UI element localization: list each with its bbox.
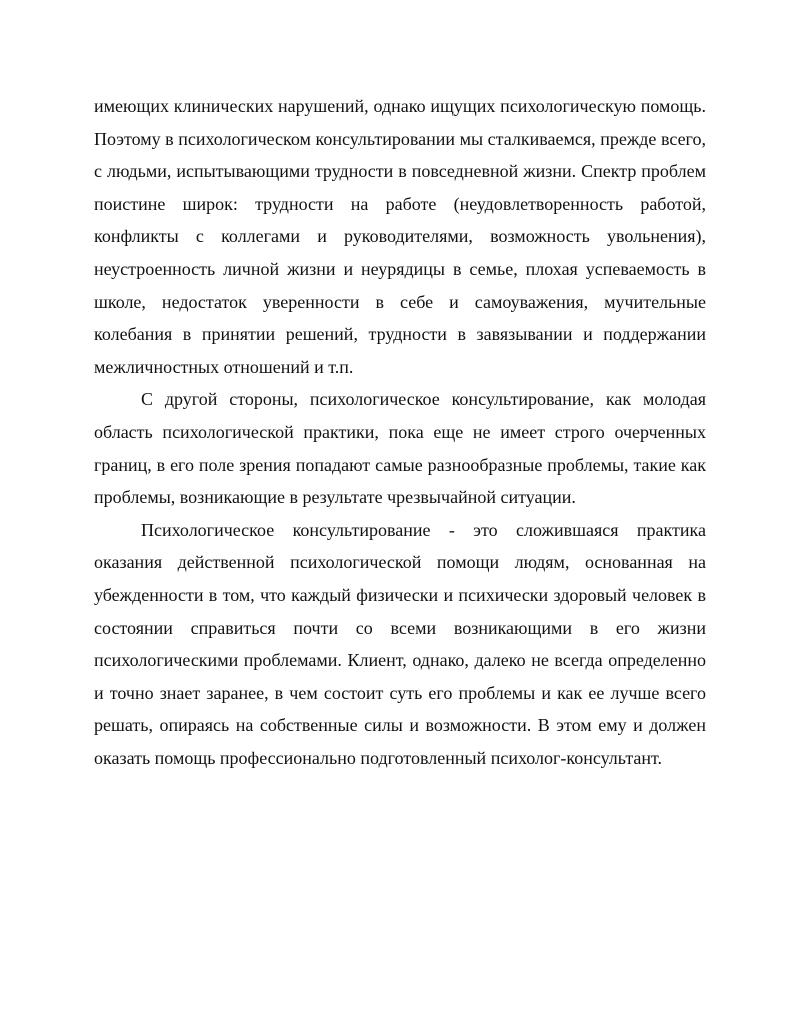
paragraph-counseling-definition: Психологическое консультирование - это сложившаяся практика оказания действенной психологической помощи людям, основанная на убежденности в том, что каждый физически и психически здоровый человек в состоянии справиться почти со всеми возникающими в его жизни психологическими проблемами. Клиент, однако, далеко не всегда определенно и точно знает заранее, в чем состоит суть его проблемы и как ее лучше всего решать, опираясь на собственные силы и возможности. В этом ему и должен оказать помощь профессионально подготовленный психолог-консультант. [94, 519, 706, 768]
paragraph-counseling-boundaries: С другой стороны, психологическое консультирование, как молодая область психологической практики, пока еще не имеет строго очерченных границ, в его поле зрения попадают самые разнообразные проблемы, такие как проблемы, возникающие в результате чрезвычайной ситуации. [94, 389, 706, 508]
paragraph-continuation: имеющих клинических нарушений, однако ищущих психологическую помощь. Поэтому в психологическом консультировании мы сталкиваемся, прежде всего, с людьми, испытывающими трудности в повседневной жизни. Спектр проблем поистине широк: трудности на работе (неудовлетворенность работой, конфликты с коллегами и руководителями, возможность увольнения), неустроенность личной жизни и неурядицы в семье, плохая успеваемость в школе, недостаток уверенности в себе и самоуважения, мучительные колебания в принятии решений, трудности в завязывании и поддержании межличностных отношений и т.п. [94, 96, 706, 377]
body-text [94, 90, 706, 774]
